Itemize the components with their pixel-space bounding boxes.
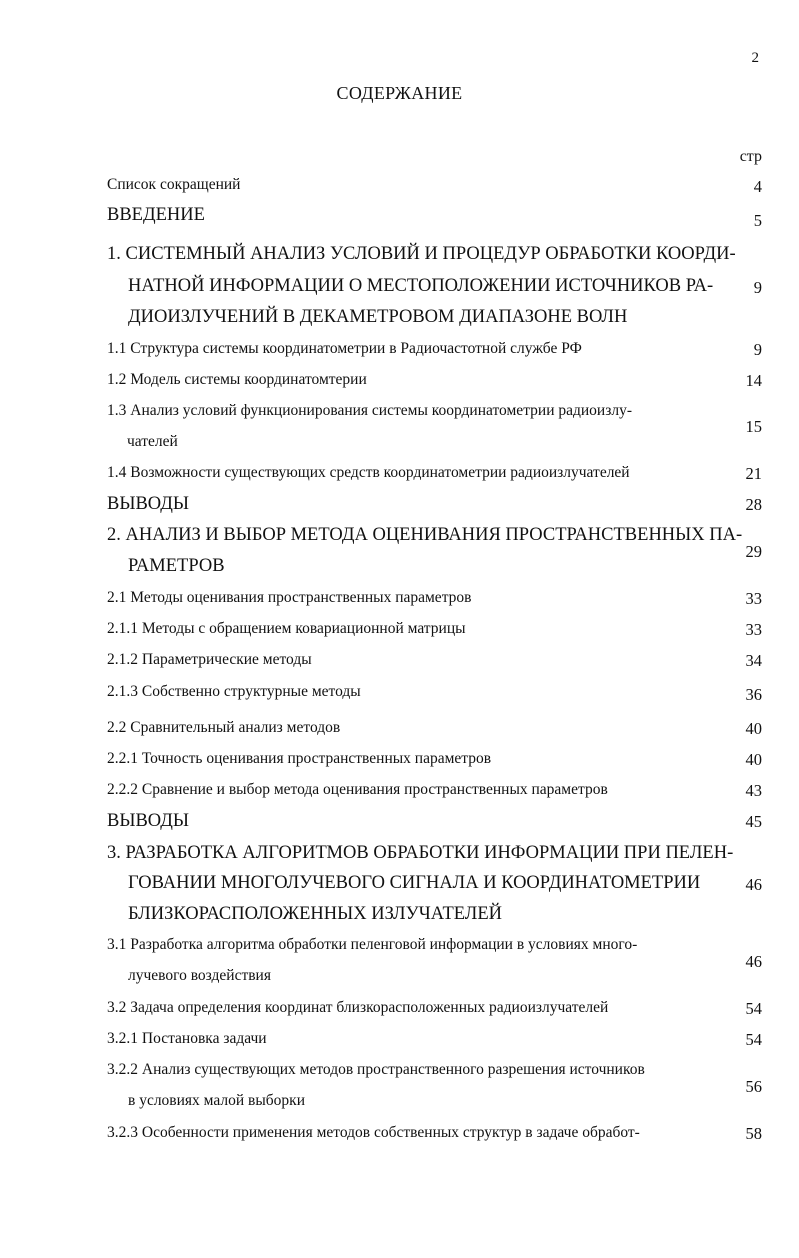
toc-entry-text: 2.1 Методы оценивания пространственных параметров [107, 589, 472, 606]
toc-entry-text: 2.1.2 Параметрические методы [107, 651, 312, 668]
toc-entry-page: 21 [745, 464, 762, 483]
toc-entry-text: 1.1 Структура системы координатометрии в Радиочастотной службе РФ [107, 340, 582, 357]
toc-entry-text: НАТНОЙ ИНФОРМАЦИИ О МЕСТОПОЛОЖЕНИИ ИСТОЧНИКОВ РА- [128, 276, 714, 296]
toc-entry-page: 4 [753, 177, 762, 196]
toc-entry-page: 40 [745, 750, 762, 769]
toc-entry-text: 1. СИСТЕМНЫЙ АНАЛИЗ УСЛОВИЙ И ПРОЦЕДУР ОБРАБОТКИ КООРДИ- [107, 244, 736, 264]
toc-entry-page: 54 [745, 1030, 762, 1049]
toc-entry-text: 2. АНАЛИЗ И ВЫБОР МЕТОДА ОЦЕНИВАНИЯ ПРОСТРАНСТВЕННЫХ ПА- [107, 525, 743, 545]
page-number: 2 [751, 50, 759, 66]
toc-entry-text: 2.1.1 Методы с обращением ковариационной матрицы [107, 620, 466, 637]
toc-entry-text: ВВЕДЕНИЕ [107, 205, 205, 225]
toc-entry-text: 3. РАЗРАБОТКА АЛГОРИТМОВ ОБРАБОТКИ ИНФОРМАЦИИ ПРИ ПЕЛЕН- [107, 843, 734, 863]
toc-entry-text: 1.2 Модель системы координатомтерии [107, 371, 367, 388]
toc-entry-text: БЛИЗКОРАСПОЛОЖЕННЫХ ИЗЛУЧАТЕЛЕЙ [128, 904, 503, 924]
toc-entry-text: ВЫВОДЫ [107, 494, 190, 514]
page-title: СОДЕРЖАНИЕ [336, 83, 463, 103]
toc-entry-text: 3.2.2 Анализ существующих методов пространственного разрешения источников [107, 1061, 645, 1078]
toc-entry-text: ДИОИЗЛУЧЕНИЙ В ДЕКАМЕТРОВОМ ДИАПАЗОНЕ ВОЛН [128, 307, 628, 327]
toc-entry-page: 33 [745, 620, 762, 639]
toc-entry-text: чателей [127, 433, 178, 450]
toc-entry-page: 14 [745, 371, 762, 390]
toc-entry-text: РАМЕТРОВ [128, 556, 225, 576]
toc-entry-page: 29 [745, 542, 762, 561]
toc-entry-page: 46 [745, 952, 762, 971]
toc-entry-page: 54 [745, 999, 762, 1018]
toc-entry-text: 2.2 Сравнительный анализ методов [107, 719, 341, 736]
toc-entry-page: 5 [753, 211, 762, 230]
toc-entry-text: лучевого воздействия [128, 967, 271, 984]
toc-entry-text: 1.4 Возможности существующих средств координатометрии радиоизлучателей [107, 464, 630, 481]
toc-entry-text: ВЫВОДЫ [107, 811, 190, 831]
toc-entry-page: 33 [745, 589, 762, 608]
toc-entry-page: 45 [745, 812, 762, 831]
toc-entry-text: в условиях малой выборки [128, 1092, 305, 1109]
toc-entry-text: 2.1.3 Собственно структурные методы [107, 683, 361, 700]
toc-entry-text: ГОВАНИИ МНОГОЛУЧЕВОГО СИГНАЛА И КООРДИНАТОМЕТРИИ [128, 873, 701, 893]
toc-entry-text: 2.2.1 Точность оценивания пространственных параметров [107, 750, 492, 767]
toc-entry-page: 9 [753, 278, 762, 297]
page-column-header: стр [739, 148, 762, 165]
toc-entry-text: Список сокращений [107, 176, 241, 193]
toc-entry-page: 56 [745, 1077, 762, 1096]
toc-entry-page: 34 [745, 651, 762, 670]
toc-entry-text: 2.2.2 Сравнение и выбор метода оценивания пространственных параметров [107, 781, 608, 798]
toc-entry-page: 40 [745, 719, 762, 738]
toc-entry-text: 3.2.3 Особенности применения методов собственных структур в задаче обработ- [107, 1124, 640, 1141]
toc-entry-page: 46 [745, 875, 762, 894]
toc-entry-text: 1.3 Анализ условий функционирования системы координатометрии радиоизлу- [107, 402, 632, 419]
toc-entry-page: 15 [745, 417, 762, 436]
toc-entry-page: 58 [745, 1124, 762, 1143]
toc-entry-page: 36 [745, 685, 762, 704]
toc-entry-page: 9 [753, 340, 762, 359]
toc-entry-page: 28 [745, 495, 762, 514]
toc-entry-text: 3.2.1 Постановка задачи [107, 1030, 267, 1047]
toc-entry-text: 3.2 Задача определения координат близкорасположенных радиоизлучателей [107, 999, 609, 1016]
toc-entry-page: 43 [745, 781, 762, 800]
toc-entry-text: 3.1 Разработка алгоритма обработки пеленговой информации в условиях много- [107, 936, 638, 953]
